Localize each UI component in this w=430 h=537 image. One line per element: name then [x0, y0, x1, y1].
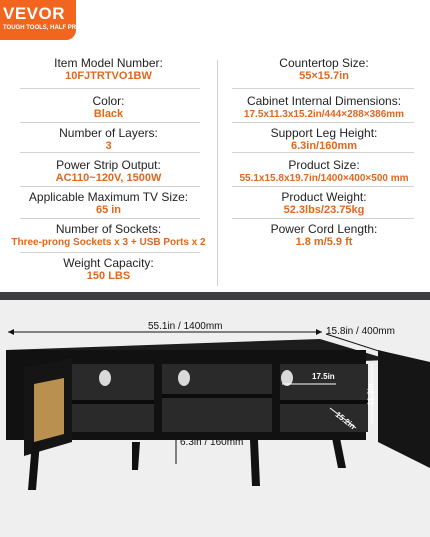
product-photo [0, 292, 430, 537]
shelf [162, 394, 272, 398]
spec-color [0, 94, 217, 121]
width-dimension: 55.1in / 1400mm [148, 321, 223, 332]
spec-label: Item Model Number: [54, 56, 163, 70]
spec-label: Number of Layers: [59, 126, 158, 140]
spec-countertop-size [218, 56, 430, 83]
brand-tagline: TOUGH TOOLS, HALF PRICE [3, 25, 87, 31]
row-divider [20, 152, 200, 153]
spec-power-cord-length [218, 222, 430, 249]
shelf [280, 400, 368, 404]
spec-sockets [0, 222, 217, 249]
spec-label: Product Weight: [281, 190, 367, 204]
spec-label: Countertop Size: [279, 56, 369, 70]
spec-model-number [0, 56, 217, 83]
spec-value: 55×15.7in [299, 70, 349, 82]
rattan-panel-left [34, 378, 64, 442]
spec-value: Black [93, 108, 124, 120]
spec-value: 17.5x11.3x15.2in/444×288×386mm [243, 109, 405, 120]
spec-value: 3 [105, 140, 112, 152]
spec-label: Support Leg Height: [270, 126, 378, 140]
spec-label: Product Size: [288, 158, 360, 172]
spec-label: Cabinet Internal Dimensions: [246, 94, 402, 108]
leg-height-dimension: 6.3in / 160mm [180, 437, 244, 448]
spec-leg-height [218, 126, 430, 153]
row-divider [232, 122, 414, 123]
spec-value: 65 in [95, 204, 122, 216]
row-divider [20, 186, 200, 187]
spec-cabinet-internal-dimensions [218, 94, 430, 121]
spec-power-strip-output [0, 158, 217, 185]
spec-label: Power Cord Length: [270, 222, 378, 236]
depth-dimension: 15.8in / 400mm [326, 326, 395, 337]
row-divider [232, 152, 414, 153]
spec-value: 10FJTRTVO1BW [65, 70, 152, 82]
spec-value: AC110~120V, 1500W [55, 172, 162, 184]
spec-value: 52.3lbs/23.75kg [283, 204, 365, 216]
cable-hole [99, 370, 111, 386]
compartment-left [72, 364, 154, 432]
row-divider [20, 218, 200, 219]
spec-table [0, 56, 430, 288]
cabinet-depth-dimension: 15.2in [333, 409, 358, 432]
brand-logo [0, 0, 87, 40]
spec-label: Power Strip Output: [56, 158, 161, 172]
spec-weight-capacity [0, 256, 217, 283]
brand-name: VEVOR [3, 4, 66, 23]
spec-label: Applicable Maximum TV Size: [28, 190, 189, 204]
spec-layers [0, 126, 217, 153]
spec-label: Number of Sockets: [55, 222, 162, 236]
spec-value: 150 LBS [86, 270, 131, 282]
row-divider [232, 186, 414, 187]
spec-label: Weight Capacity: [63, 256, 154, 270]
spec-product-size [218, 158, 430, 185]
shelf [72, 400, 154, 404]
spec-value: 55.1x15.8x19.7in/1400×400×500 mm [239, 173, 409, 184]
row-divider [20, 88, 200, 89]
row-divider [20, 252, 200, 253]
cabinet-height-dimension: 11.3in [366, 383, 376, 406]
spec-product-weight [218, 190, 430, 217]
spec-label: Color: [92, 94, 125, 108]
spec-value: Three-prong Sockets x 3 + USB Ports x 2 [11, 237, 206, 248]
spec-value: 1.8 m/5.9 ft [295, 236, 353, 248]
row-divider [20, 122, 200, 123]
row-divider [232, 88, 414, 89]
cabinet-width-dimension: 17.5in [312, 372, 335, 381]
cable-hole [178, 370, 190, 386]
row-divider [232, 218, 414, 219]
spec-max-tv-size [0, 190, 217, 217]
spec-value: 6.3in/160mm [290, 140, 358, 152]
